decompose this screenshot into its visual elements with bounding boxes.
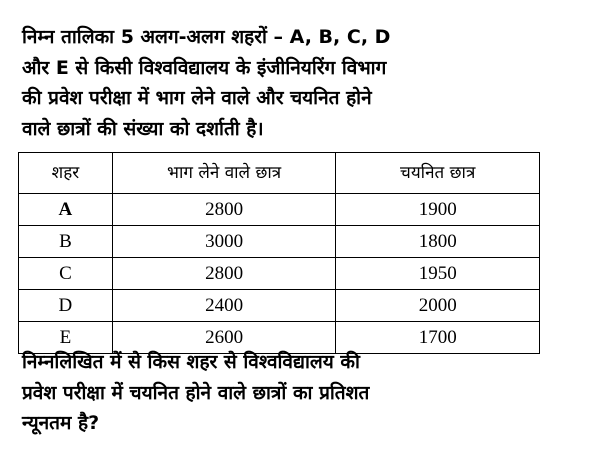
students-table — [18, 152, 540, 354]
table-row — [19, 258, 540, 290]
selected-cell: 2000 — [336, 290, 540, 322]
table-row — [19, 194, 540, 226]
table-row — [19, 226, 540, 258]
question-text — [22, 347, 542, 439]
table-header-row — [19, 153, 540, 194]
selected-cell: 1950 — [336, 258, 540, 290]
selected-cell: 1900 — [336, 194, 540, 226]
table-row — [19, 290, 540, 322]
intro-line: की प्रवेश परीक्षा में भाग लेने वाले और चयनित होने — [22, 87, 372, 109]
appeared-cell: 3000 — [112, 226, 336, 258]
city-cell: C — [19, 258, 113, 290]
city-cell: D — [19, 290, 113, 322]
problem-intro — [22, 22, 542, 144]
question-line: निम्नलिखित में से किस शहर से विश्वविद्यालय की — [22, 351, 360, 373]
intro-line: निम्न तालिका 5 अलग-अलग शहरों – A, B, C, D — [22, 26, 391, 48]
intro-line: और E से किसी विश्वविद्यालय के इंजीनियरिंग विभाग — [22, 56, 387, 79]
city-cell: E — [19, 322, 113, 354]
appeared-cell: 2600 — [112, 322, 336, 354]
city-cell: B — [19, 226, 113, 258]
selected-cell: 1700 — [336, 322, 540, 354]
appeared-cell: 2800 — [112, 194, 336, 226]
city-cell: A — [19, 194, 113, 226]
header-appeared: भाग लेने वाले छात्र — [112, 153, 336, 194]
header-city: शहर — [19, 153, 113, 194]
question-line: प्रवेश परीक्षा में चयनित होने वाले छात्रों का प्रतिशत — [22, 381, 370, 404]
question-line: न्यूनतम है? — [22, 412, 100, 434]
selected-cell: 1800 — [336, 226, 540, 258]
intro-line: वाले छात्रों की संख्या को दर्शाती है। — [22, 117, 264, 140]
header-selected: चयनित छात्र — [336, 153, 540, 194]
appeared-cell: 2400 — [112, 290, 336, 322]
appeared-cell: 2800 — [112, 258, 336, 290]
